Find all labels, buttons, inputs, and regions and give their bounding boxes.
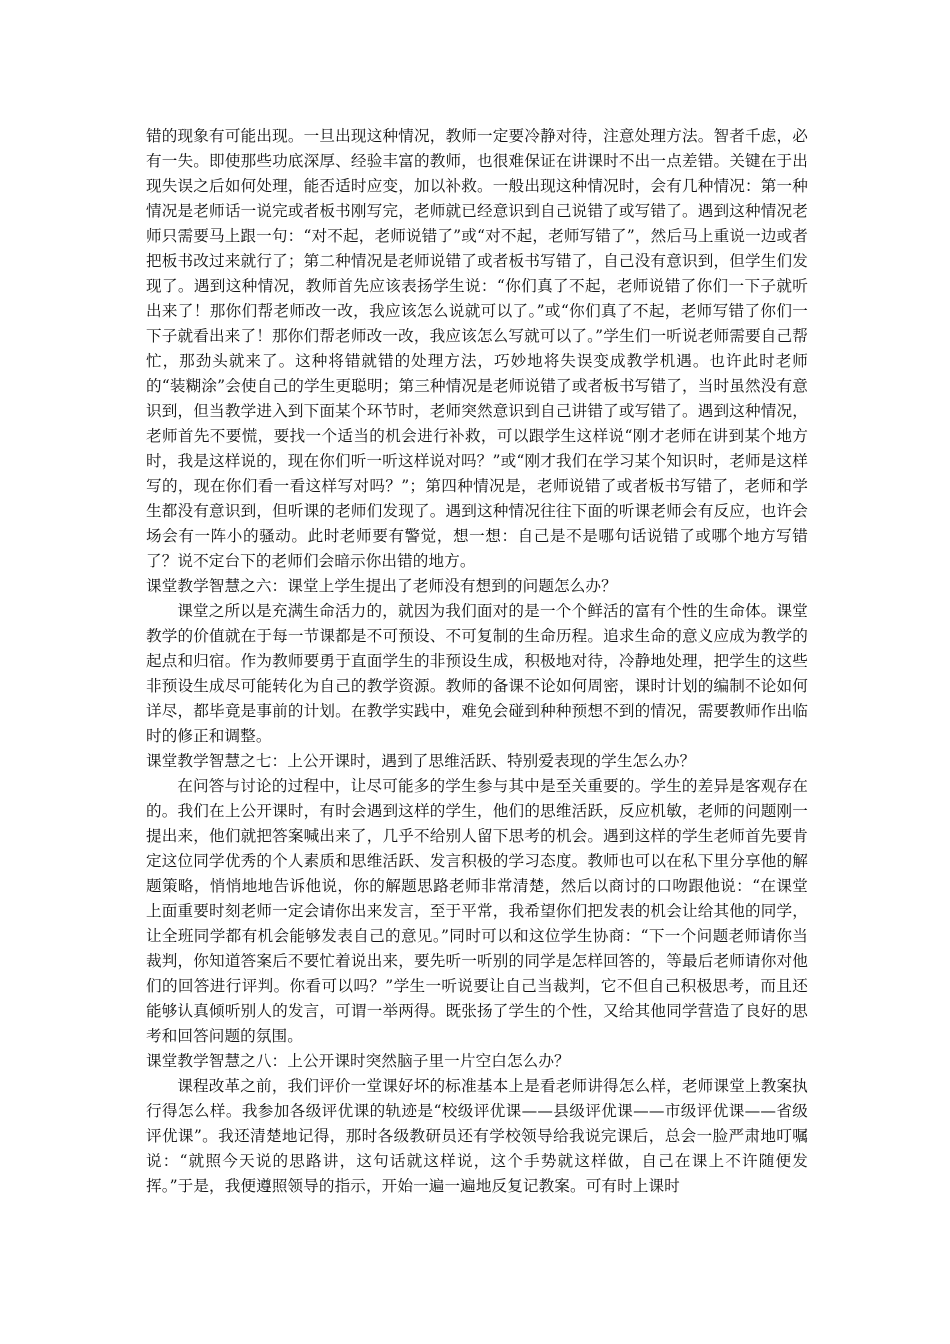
paragraph-6: 课堂之所以是充满生命活力的，就因为我们面对的是一个个鲜活的富有个性的生命体。课堂教学的价值就在于每一节课都是不可预设、不可复制的生命历程。追求生命的意义应成为教学的起点和归宿。作为教师要勇于直面学生的非预设生成，积极地对待，冷静地处理，把学生的这些非预设生成尽可能转化为自己的教学资源。教师的备课不论如何周密，课时计划的编制不论如何详尽，都毕竟是事前的计划。在教学实践中，难免会碰到种种预想不到的情况，需要教师作出临时的修正和调整。 [146, 602, 808, 745]
paragraph-continued: 错的现象有可能出现。一旦出现这种情况，教师一定要冷静对待，注意处理方法。智者千虑，必有一失。即使那些功底深厚、经验丰富的教师，也很难保证在讲课时不出一点差错。关键在于出现失误之后如何处理，能否适时应变，加以补救。一般出现这种情况时，会有几种情况：第一种情况是老师话一说完或者板书刚写完，老师就已经意识到自己说错了或写错了。遇到这种情况老师只需要马上跟一句：“对不起，老师说错了”或“对不起，老师写错了”，然后马上重说一边或者把板书改过来就行了；第二种情况是老师说错了或者板书写错了，自己没有意识到，但学生们发现了。遇到这种情况，教师首先应该表扬学生说：“你们真了不起，老师说错了你们一下子就听出来了！那你们帮老师改一改，我应该怎么说就可以了。”或“你们真了不起，老师写错了你们一下子就看出来了！那你们帮老师改一改，我应该怎么写就可以了。”学生们一听说老师需要自己帮忙，那劲头就来了。这种将错就错的处理方法，巧妙地将失误变成教学机遇。也许此时老师的“装糊涂”会使自己的学生更聪明；第三种情况是老师说错了或者板书写错了，当时虽然没有意识到，但当教学进入到下面某个环节时，老师突然意识到自己讲错了或写错了。遇到这种情况，老师首先不要慌，要找一个适当的机会进行补救，可以跟学生这样说“刚才老师在讲到某个地方时，我是这样说的，现在你们听一听这样说对吗？”或“刚才我们在学习某个知识时，老师是这样写的，现在你们看一看这样写对吗？”；第四种情况是，老师说错了或者板书写错了，老师和学生都没有意识到，但听课的老师们发现了。遇到这种情况往往下面的听课老师会有反应，也许会场会有一阵小的骚动。此时老师要有警觉，想一想：自己是不是哪句话说错了或哪个地方写错了？说不定台下的老师们会暗示你出错的地方。 [146, 127, 808, 570]
section-heading-6: 课堂教学智慧之六：课堂上学生提出了老师没有想到的问题怎么办？ [146, 577, 617, 595]
document-body [146, 124, 808, 1199]
paragraph-7: 在问答与讨论的过程中，让尽可能多的学生参与其中是至关重要的。学生的差异是客观存在的。我们在上公开课时，有时会遇到这样的学生，他们的思维活跃，反应机敏，老师的问题刚一提出来，他们就把答案喊出来了，几乎不给别人留下思考的机会。遇到这样的学生老师首先要肯定这位同学优秀的个人素质和思维活跃、发言积极的学习态度。教师也可以在私下里分享他的解题策略，悄悄地地告诉他说，你的解题思路老师非常清楚，然后以商讨的口吻跟他说：“在课堂上面重要时刻老师一定会请你出来发言，至于平常，我希望你们把发表的机会让给其他的同学，让全班同学都有机会能够发表自己的意见。”同时可以和这位学生协商：“下一个问题老师请你当裁判，你知道答案后不要忙着说出来，要先听一听别的同学是怎样回答的，等最后老师请你对他们的回答进行评判。你看可以吗？”学生一听说要让自己当裁判，它不但自己积极思考，而且还能够认真倾听别人的发言，可谓一举两得。既张扬了学生的个性，又给其他同学营造了良好的思考和回答问题的氛围。 [146, 777, 808, 1045]
section-heading-7: 课堂教学智慧之七：上公开课时，遇到了思维活跃、特别爱表现的学生怎么办？ [146, 752, 696, 770]
paragraph-8: 课程改革之前，我们评价一堂课好坏的标准基本上是看老师讲得怎么样，老师课堂上教案执行得怎么样。我参加各级评优课的轨迹是“校级评优课——县级评优课——市级评优课——省级评优课”。我还清楚地记得，那时各级教研员还有学校领导给我说完课后，总会一脸严肃地叮嘱说：“就照今天说的思路讲，这句话就这样说，这个手势就这样做，自己在课上不许随便发挥。”于是，我便遵照领导的指示，开始一遍一遍地反复记教案。可有时上课时 [146, 1077, 808, 1195]
section-heading-8: 课堂教学智慧之八：上公开课时突然脑子里一片空白怎么办？ [146, 1052, 570, 1070]
